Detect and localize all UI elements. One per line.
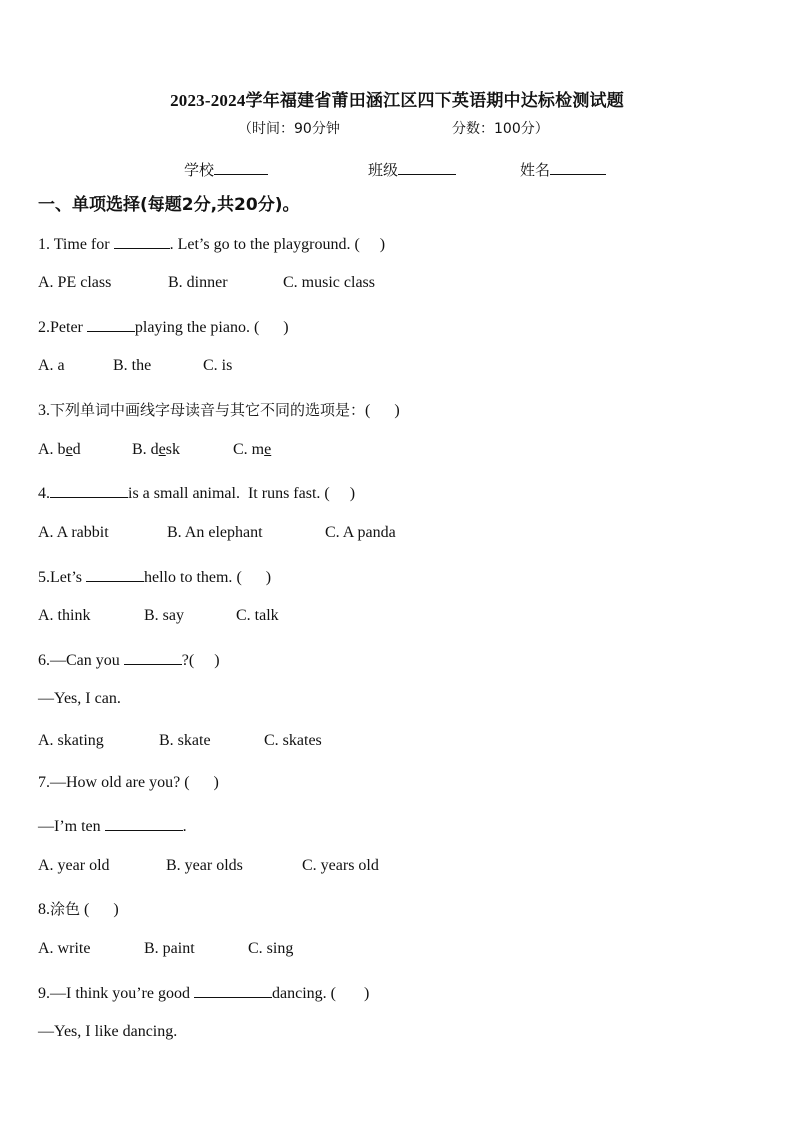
underlined-letter: e: [65, 441, 73, 458]
option-label: C. m: [233, 441, 265, 458]
answer-paren[interactable]: ( ): [365, 402, 400, 419]
question-number: 2.: [38, 319, 50, 336]
option-c[interactable]: C. A panda: [325, 524, 396, 541]
question-1: [38, 233, 385, 254]
question-9-reply: —Yes, I like dancing.: [38, 1023, 178, 1040]
answer-paren[interactable]: ( ): [236, 569, 272, 586]
question-number: 8.: [38, 901, 50, 918]
option-a[interactable]: A. a: [38, 357, 65, 374]
option-b[interactable]: B. say: [144, 607, 184, 624]
question-text: dancing.: [271, 985, 327, 1002]
option-c[interactable]: C. skates: [264, 732, 322, 749]
option-b[interactable]: [132, 441, 180, 459]
option-b[interactable]: B. paint: [144, 940, 195, 957]
question-text: —How old are you?: [50, 774, 181, 791]
question-number: 4.: [38, 485, 50, 502]
name-label: 姓名: [520, 161, 551, 179]
option-c[interactable]: C. sing: [248, 940, 294, 957]
option-rest: sk: [165, 441, 181, 458]
answer-blank[interactable]: [124, 649, 182, 665]
question-2: [38, 316, 289, 337]
option-c[interactable]: C. talk: [236, 607, 279, 624]
exam-title: 2023-2024学年福建省莆田涵江区四下英语期中达标检测试题: [170, 91, 624, 110]
answer-blank[interactable]: [50, 482, 128, 498]
question-number: 5.: [38, 569, 50, 586]
question-3: [38, 399, 400, 420]
question-text: hello to them.: [144, 569, 233, 586]
option-a[interactable]: A. skating: [38, 732, 104, 749]
name-blank[interactable]: [550, 160, 606, 175]
reply-text: .: [182, 818, 187, 835]
option-a[interactable]: A. A rabbit: [38, 524, 109, 541]
option-c[interactable]: C. years old: [302, 857, 379, 874]
option-a[interactable]: A. PE class: [38, 274, 112, 291]
question-6-reply: —Yes, I can.: [38, 690, 121, 707]
option-a[interactable]: A. write: [38, 940, 91, 957]
school-label: 学校: [184, 161, 215, 179]
question-text: playing the piano.: [134, 319, 250, 336]
option-b[interactable]: B. An elephant: [167, 524, 263, 541]
option-a[interactable]: A. think: [38, 607, 91, 624]
question-number: 9.: [38, 985, 50, 1002]
option-label: B. d: [132, 441, 159, 458]
question-number: 7.: [38, 774, 50, 791]
option-rest: d: [72, 441, 81, 458]
answer-paren[interactable]: ( ): [330, 985, 370, 1002]
section-heading: 一、单项选择(每题2分,共20分)。: [38, 195, 300, 215]
question-5: [38, 566, 271, 587]
class-blank[interactable]: [398, 160, 456, 175]
question-text: Time for: [53, 236, 110, 253]
answer-blank[interactable]: [86, 566, 144, 582]
question-text: . Let’s go to the playground.: [169, 236, 351, 253]
answer-blank[interactable]: [194, 982, 272, 998]
question-8: [38, 898, 119, 919]
answer-paren[interactable]: ( ): [184, 774, 219, 791]
school-field: [184, 159, 268, 180]
question-6: [38, 649, 220, 670]
question-text: ?: [181, 652, 189, 669]
answer-blank[interactable]: [87, 316, 135, 332]
question-7: [38, 774, 219, 792]
answer-paren[interactable]: ( ): [188, 652, 220, 669]
option-label: A. b: [38, 441, 66, 458]
question-number: 3.: [38, 402, 50, 419]
option-c[interactable]: [233, 441, 271, 459]
question-text: Let’s: [50, 569, 82, 586]
option-c[interactable]: C. music class: [283, 274, 375, 291]
option-b[interactable]: B. year olds: [166, 857, 243, 874]
question-text: is a small animal. It runs fast.: [128, 485, 321, 502]
class-field: [368, 159, 456, 180]
question-4: [38, 482, 355, 503]
answer-paren[interactable]: ( ): [84, 901, 119, 918]
name-field: [520, 159, 606, 180]
option-c[interactable]: C. is: [203, 357, 233, 374]
exam-time: （时间：90分钟: [238, 121, 340, 137]
school-blank[interactable]: [214, 160, 268, 175]
question-7-reply: [38, 815, 187, 836]
question-number: 1.: [38, 236, 50, 253]
class-label: 班级: [368, 161, 399, 179]
option-b[interactable]: B. skate: [159, 732, 211, 749]
question-text: —Can you: [50, 652, 120, 669]
answer-paren[interactable]: ( ): [253, 319, 289, 336]
answer-paren[interactable]: ( ): [354, 236, 386, 253]
answer-blank[interactable]: [105, 815, 183, 831]
exam-score: 分数：100分）: [452, 121, 549, 137]
question-text: Peter: [50, 319, 83, 336]
option-b[interactable]: B. the: [113, 357, 152, 374]
underlined-letter: e: [264, 441, 272, 458]
option-a[interactable]: A. year old: [38, 857, 110, 874]
question-number: 6.: [38, 652, 50, 669]
answer-blank[interactable]: [114, 233, 170, 249]
option-b[interactable]: B. dinner: [168, 274, 228, 291]
question-text: 下列单词中画线字母读音与其它不同的选项是：: [50, 401, 366, 419]
question-text: 涂色: [50, 900, 81, 918]
question-9: [38, 982, 369, 1003]
underlined-letter: e: [158, 441, 166, 458]
question-text: —I think you’re good: [50, 985, 190, 1002]
answer-paren[interactable]: ( ): [324, 485, 356, 502]
reply-text: —I’m ten: [38, 818, 101, 835]
option-a[interactable]: [38, 441, 81, 459]
